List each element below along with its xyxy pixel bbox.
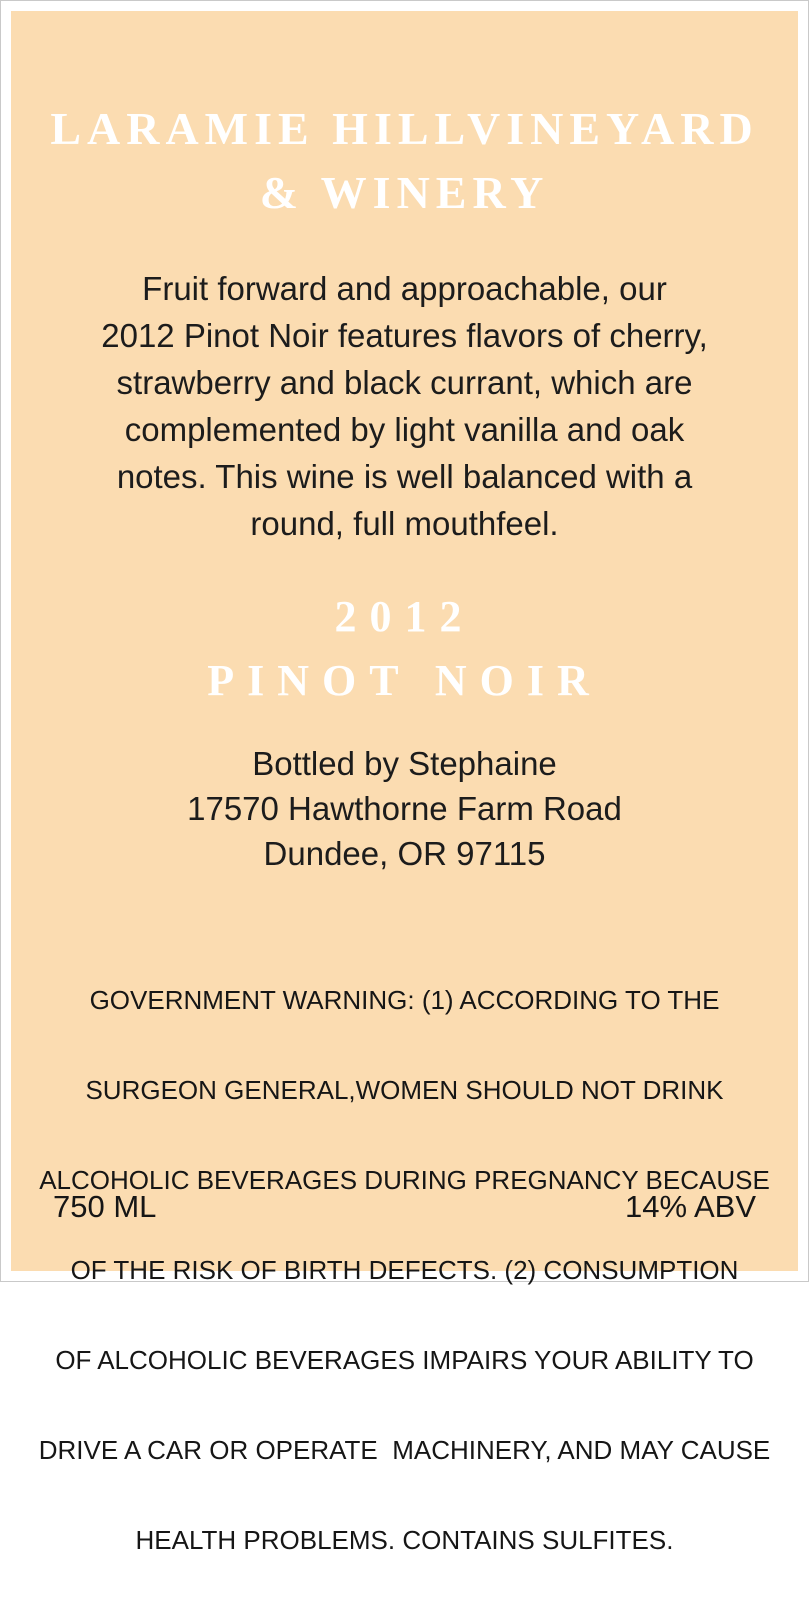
volume-text: 750 ML xyxy=(53,1189,157,1224)
government-warning-line: ALCOHOLIC BEVERAGES DURING PREGNANCY BECAUSE xyxy=(39,1165,770,1195)
government-warning-line: DRIVE A CAR OR OPERATE MACHINERY, AND MAY CAUSE xyxy=(38,1435,771,1465)
tasting-notes-line: strawberry and black currant, which are xyxy=(116,364,693,401)
tasting-notes-line: complemented by light vanilla and oak xyxy=(124,411,685,448)
vintage-year: 2012 xyxy=(334,592,475,641)
tasting-notes-line: 2012 Pinot Noir features flavors of cherry, xyxy=(101,317,708,354)
vintage-varietal xyxy=(11,585,798,713)
winery-name-line2: & WINERY xyxy=(259,167,550,218)
bottler-info xyxy=(11,741,798,876)
tasting-notes-line: round, full mouthfeel. xyxy=(250,505,559,542)
bottler-name: Bottled by Stephaine xyxy=(252,745,557,782)
government-warning-line: SURGEON GENERAL,WOMEN SHOULD NOT DRINK xyxy=(85,1075,724,1105)
tasting-notes xyxy=(11,265,798,547)
wine-label xyxy=(11,11,798,1555)
tasting-notes-line: notes. This wine is well balanced with a xyxy=(116,458,693,495)
abv-text: 14% ABV xyxy=(625,1189,756,1224)
bottler-street: 17570 Hawthorne Farm Road xyxy=(187,790,622,827)
winery-name-line1: LARAMIE HILLVINEYARD xyxy=(50,103,759,154)
bottom-row xyxy=(53,1189,756,1225)
bottler-city: Dundee, OR 97115 xyxy=(263,835,546,872)
winery-name xyxy=(11,97,798,225)
varietal-name: PINOT NOIR xyxy=(207,656,602,705)
government-warning xyxy=(11,925,798,1615)
government-warning-line: OF ALCOHOLIC BEVERAGES IMPAIRS YOUR ABILITY TO xyxy=(55,1345,754,1375)
tasting-notes-line: Fruit forward and approachable, our xyxy=(142,270,667,307)
government-warning-line: HEALTH PROBLEMS. CONTAINS SULFITES. xyxy=(135,1525,674,1555)
government-warning-line: GOVERNMENT WARNING: (1) ACCORDING TO THE xyxy=(89,985,720,1015)
government-warning-line: OF THE RISK OF BIRTH DEFECTS. (2) CONSUMPTION xyxy=(70,1255,739,1285)
